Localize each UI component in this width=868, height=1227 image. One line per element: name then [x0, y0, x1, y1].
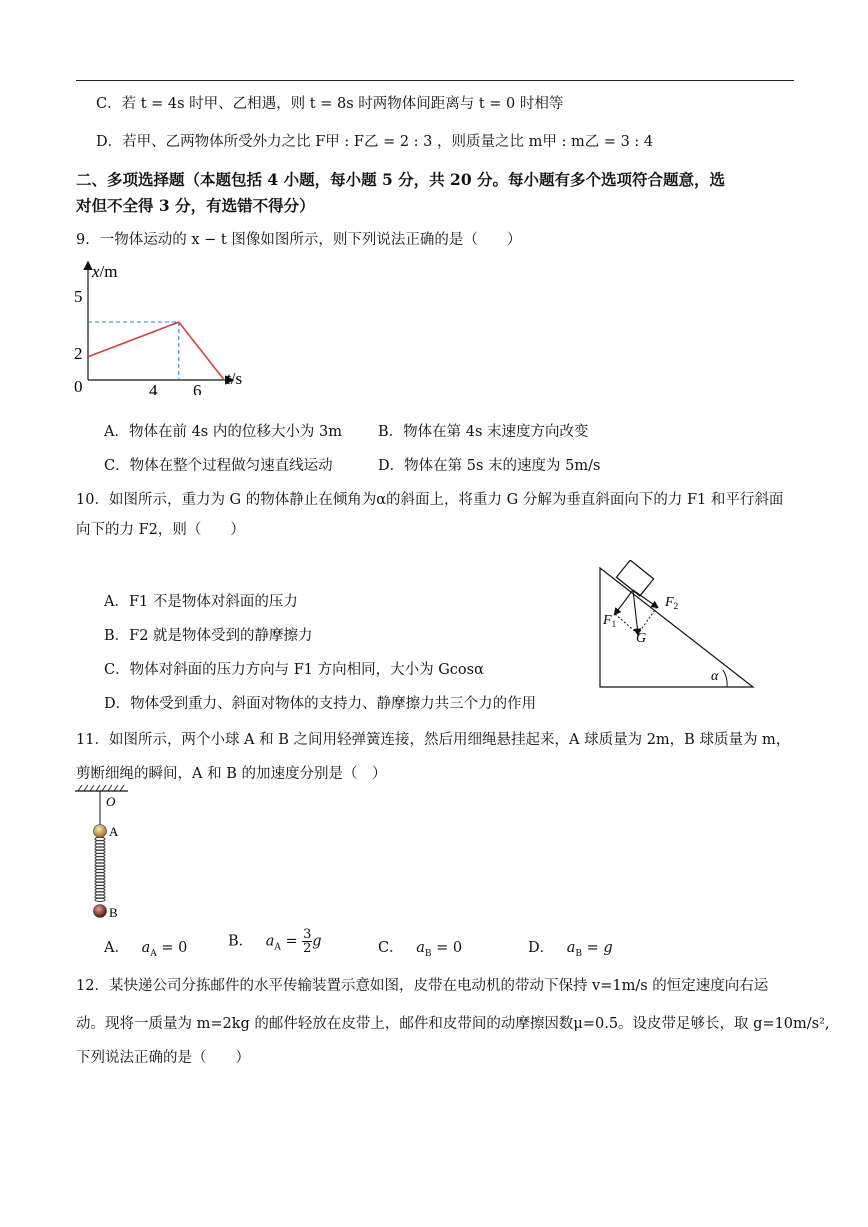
ytick-5: 5	[74, 287, 83, 306]
q9-option-d: D．物体在第 5s 末的速度为 5m/s	[378, 458, 601, 474]
q11-option-d-expr: $a_B = g$	[566, 940, 613, 959]
xt-segment-2	[179, 322, 224, 380]
q9-stem: 9．一物体运动的 x − t 图像如图所示，则下列说法正确的是（ ）	[76, 232, 522, 248]
q11-option-b: B． $a_A$ = $\frac{3}{2}$ g	[228, 927, 322, 956]
q8-option-c: C．若 t = 4s 时甲、乙相遇，则 t = 8s 时两物体间距离与 t = 0 时相等	[96, 96, 564, 112]
xt-segment-1	[88, 322, 179, 357]
q8-option-d: D．若甲、乙两物体所受外力之比 F甲 : F乙 = 2 : 3 ，则质量之比 m甲 : m乙 = 3 : 4	[96, 134, 654, 150]
q10-option-d: D．物体受到重力、斜面对物体的支持力、静摩擦力共三个力的作用	[104, 696, 537, 712]
q10-option-b: B．F2 就是物体受到的静摩擦力	[104, 628, 313, 644]
dotted-guide-1	[615, 614, 638, 634]
q9-option-c: C．物体在整个过程做匀速直线运动	[104, 458, 333, 474]
label-b: B	[109, 905, 118, 920]
q9-option-a: A．物体在前 4s 内的位移大小为 3m	[104, 424, 342, 440]
spring	[95, 837, 105, 901]
q9-xt-graph	[70, 255, 260, 395]
section-heading-line1: 二、多项选择题（本题包括 4 小题，每小题 5 分，共 20 分。每小题有多个选项符合题意，选	[76, 170, 726, 189]
q11-spring-figure	[70, 785, 140, 925]
section-heading-line2: 对但不全得 3 分，有选错不得分）	[76, 196, 315, 215]
q11-option-b-expr: $a_A$ = $\frac{3}{2}$ g	[265, 927, 322, 956]
ytick-2: 2	[74, 344, 83, 363]
q9-option-b: B．物体在第 4s 末速度方向改变	[378, 424, 589, 440]
label-g: G	[636, 631, 647, 646]
q11-option-a: A． $a_A = 0$	[104, 940, 188, 959]
q10-stem-line2: 向下的力 F2，则（ ）	[76, 522, 245, 538]
q10-stem-line1: 10．如图所示，重力为 G 的物体静止在倾角为α的斜面上，将重力 G 分解为垂直斜面向下的力 F1 和平行斜面	[76, 492, 784, 508]
incline-triangle	[600, 568, 753, 687]
q11-stem-line2: 剪断细绳的瞬间，A 和 B 的加速度分别是（ ）	[76, 766, 387, 782]
q11-option-c: C． $a_B = 0$	[378, 940, 463, 959]
angle-arc	[723, 670, 727, 687]
q10-option-a: A．F1 不是物体对斜面的压力	[104, 594, 298, 610]
dotted-guide-2	[638, 607, 657, 634]
ytick-0: 0	[74, 377, 83, 395]
q11-option-d: D． $a_B = g$	[528, 940, 613, 959]
q12-line3: 下列说法正确的是（ ）	[76, 1050, 250, 1066]
label-alpha: α	[711, 669, 719, 684]
block	[616, 560, 653, 596]
q12-line1: 12．某快递公司分拣邮件的水平传输装置示意如图，皮带在电动机的带动下保持 v=1m/s 的恒定速度向右运	[76, 978, 769, 994]
xtick-4: 4	[149, 381, 158, 395]
xt-series	[88, 322, 224, 380]
label-a: A	[109, 824, 119, 839]
f2-arrow	[633, 590, 657, 607]
q12-line2: 动。现将一质量为 m=2kg 的邮件轻放在皮带上，邮件和皮带间的动摩擦因数μ=0.5。设皮带足够长，取 g=10m/s²,	[76, 1016, 830, 1032]
q11-option-c-expr: $a_B = 0$	[416, 940, 463, 959]
label-f2: $F_2$	[665, 595, 679, 611]
label-f1: $F_1$	[603, 613, 617, 629]
ball-a	[94, 825, 107, 838]
header-rule	[76, 80, 794, 81]
f1-arrow	[615, 590, 633, 614]
label-o: O	[106, 794, 116, 809]
q10-incline-figure	[595, 560, 760, 692]
q11-stem-line1: 11．如图所示，两个小球 A 和 B 之间用轻弹簧连接，然后用细绳悬挂起来，A 球质量为 2m，B 球质量为 m，	[76, 732, 791, 748]
x-axis-label: t/s	[226, 369, 243, 388]
q10-option-c: C．物体对斜面的压力方向与 F1 方向相同，大小为 Gcosα	[104, 662, 484, 678]
q11-option-a-expr: $a_A = 0$	[141, 940, 188, 959]
y-axis-label: x/m	[92, 262, 118, 281]
xtick-6: 6	[193, 381, 202, 395]
ball-b	[94, 905, 107, 918]
ceiling-hatch	[78, 785, 124, 791]
